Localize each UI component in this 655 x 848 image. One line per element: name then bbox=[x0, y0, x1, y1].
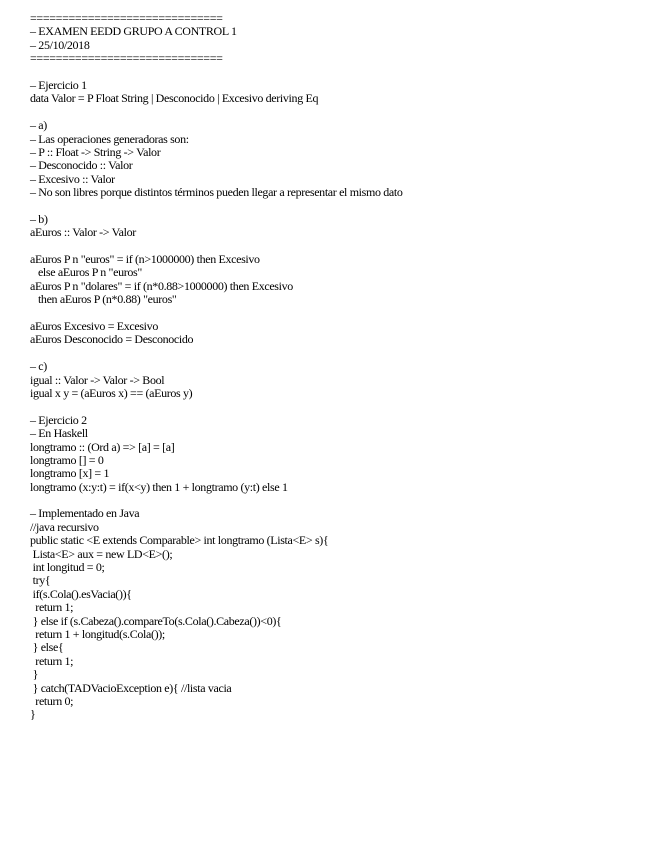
blank-line bbox=[30, 240, 640, 253]
text-line: } catch(TADVacioException e){ //lista vacia bbox=[30, 680, 232, 695]
text-line: longtramo :: (Ord a) => [a] = [a] bbox=[30, 439, 175, 454]
text-line: – c) bbox=[30, 359, 47, 374]
text-line: ============================== bbox=[30, 11, 223, 25]
blank-line bbox=[30, 307, 640, 320]
text-line: aEuros Excesivo = Excesivo bbox=[30, 318, 158, 333]
text-line: longtramo [] = 0 bbox=[30, 452, 104, 467]
text-line: then aEuros P (n*0.88) "euros" bbox=[30, 292, 177, 307]
text-line: – Excesivo :: Valor bbox=[30, 171, 115, 186]
text-line: – Desconocido :: Valor bbox=[30, 158, 133, 173]
text-line: igual :: Valor -> Valor -> Bool bbox=[30, 372, 165, 387]
text-line: – EXAMEN EEDD GRUPO A CONTROL 1 bbox=[30, 24, 237, 39]
blank-line bbox=[30, 347, 640, 360]
text-line: – Implementado en Java bbox=[30, 506, 140, 521]
text-line: – No son libres porque distintos términos pueden llegar a representar el mismo dato bbox=[30, 185, 403, 200]
text-line: Lista<E> aux = new LD<E>(); bbox=[30, 546, 173, 561]
blank-line bbox=[30, 199, 640, 212]
text-line: return 0; bbox=[30, 693, 74, 708]
text-line: } bbox=[30, 707, 36, 722]
text-line: } else{ bbox=[30, 640, 64, 655]
text-line: – Las operaciones generadoras son: bbox=[30, 131, 189, 146]
text-line: igual x y = (aEuros x) == (aEuros y) bbox=[30, 385, 193, 400]
text-line: – En Haskell bbox=[30, 426, 88, 441]
text-line: aEuros P n "euros" = if (n>1000000) then Excesivo bbox=[30, 252, 260, 267]
text-line: } bbox=[30, 667, 39, 682]
text-line: longtramo (x:y:t) = if(x<y) then 1 + longtramo (y:t) else 1 bbox=[30, 479, 288, 494]
text-line: – a) bbox=[30, 118, 47, 133]
text-line: return 1 + longitud(s.Cola()); bbox=[30, 626, 165, 641]
blank-line bbox=[30, 494, 640, 507]
text-line: data Valor = P Float String | Desconocido | Excesivo deriving Eq bbox=[30, 91, 319, 106]
document-page bbox=[30, 12, 640, 722]
text-line: //java recursivo bbox=[30, 519, 99, 534]
text-line: ============================== bbox=[30, 51, 223, 66]
text-line: – P :: Float -> String -> Valor bbox=[30, 144, 161, 159]
text-line: int longitud = 0; bbox=[30, 560, 105, 575]
text-line: – 25/10/2018 bbox=[30, 37, 90, 52]
text-line: – b) bbox=[30, 211, 48, 226]
text-line: try{ bbox=[30, 573, 51, 588]
text-line: return 1; bbox=[30, 653, 74, 668]
text-line: longtramo [x] = 1 bbox=[30, 466, 110, 481]
text-line: if(s.Cola().esVacia()){ bbox=[30, 586, 132, 601]
text-line: aEuros P n "dolares" = if (n*0.88>1000000) then Excesivo bbox=[30, 278, 293, 293]
blank-line bbox=[30, 400, 640, 413]
text-line: aEuros Desconocido = Desconocido bbox=[30, 332, 194, 347]
text-line: – Ejercicio 1 bbox=[30, 77, 87, 92]
text-line: – Ejercicio 2 bbox=[30, 412, 87, 427]
text-line: aEuros :: Valor -> Valor bbox=[30, 225, 136, 240]
text-line: } else if (s.Cabeza().compareTo(s.Cola().Cabeza())<0){ bbox=[30, 613, 282, 628]
blank-line bbox=[30, 106, 640, 119]
blank-line bbox=[30, 66, 640, 79]
text-line: return 1; bbox=[30, 600, 74, 615]
text-line: else aEuros P n "euros" bbox=[30, 265, 142, 280]
text-line: public static <E extends Comparable> int longtramo (Lista<E> s){ bbox=[30, 533, 329, 548]
